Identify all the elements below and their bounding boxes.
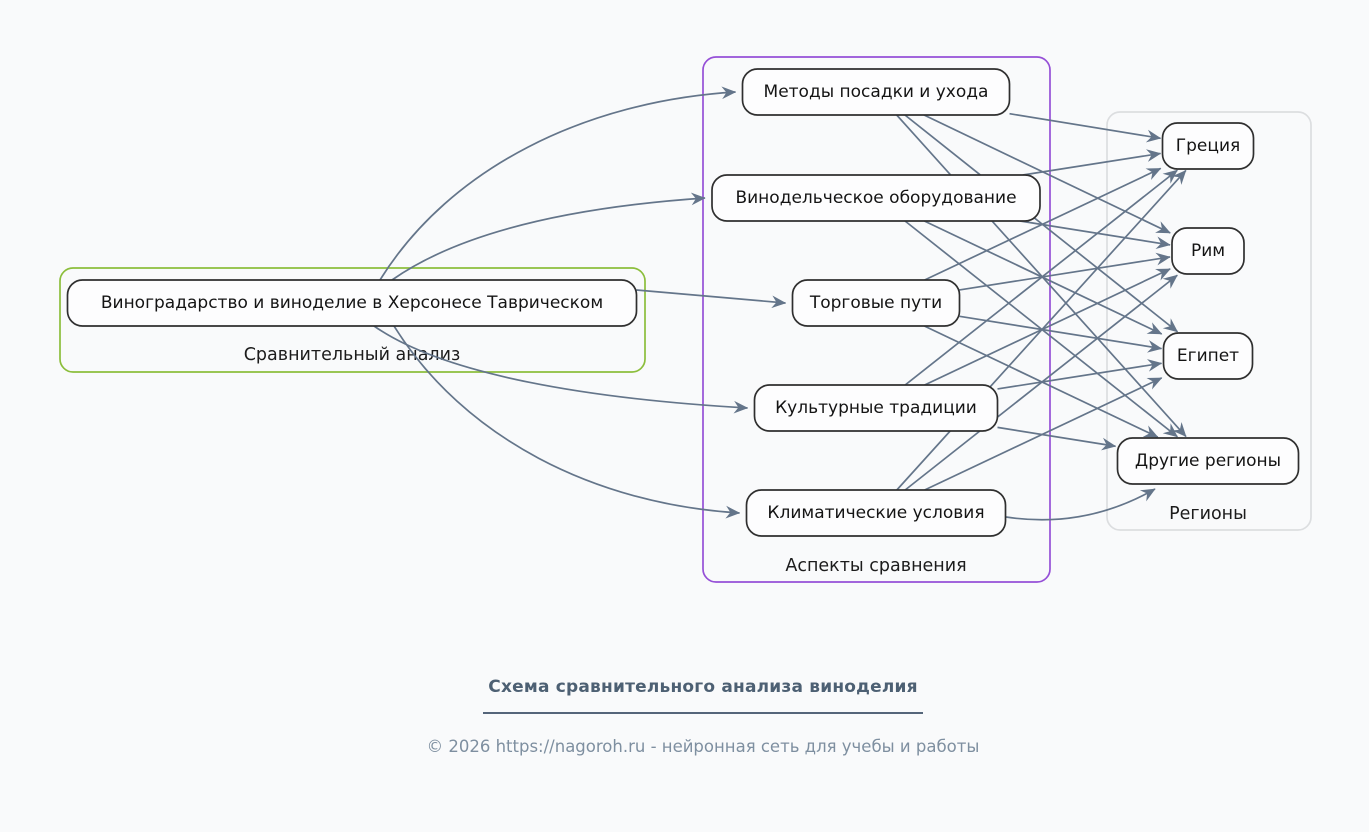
node-a5 bbox=[747, 490, 1006, 536]
footer-divider bbox=[483, 712, 923, 714]
edge-a3-r2 bbox=[960, 257, 1171, 290]
edge-a4-r3 bbox=[998, 363, 1162, 389]
node-a2-label: Винодельческое оборудование bbox=[735, 188, 1017, 208]
edge-a4-r4 bbox=[998, 427, 1116, 446]
node-a4 bbox=[755, 385, 998, 431]
footer-copyright: © 2026 https://nagoroh.ru - нейронная сеть для учебы и работы bbox=[426, 737, 980, 756]
node-a4-label: Культурные традиции bbox=[775, 398, 977, 418]
node-r4 bbox=[1118, 438, 1299, 484]
node-a3-label: Торговые пути bbox=[809, 293, 943, 313]
node-a1-label: Методы посадки и ухода bbox=[763, 82, 989, 102]
footer-title: Схема сравнительного анализа виноделия bbox=[488, 677, 918, 697]
edge-a1-r1 bbox=[1010, 114, 1161, 139]
node-main bbox=[68, 280, 637, 326]
nodes-layer bbox=[68, 69, 1299, 536]
edge-a2-r1 bbox=[1023, 153, 1161, 175]
edge-main-a1 bbox=[380, 92, 736, 280]
node-r3 bbox=[1164, 333, 1253, 379]
group-root-label: Сравнительный анализ bbox=[243, 345, 461, 365]
edge-main-a3 bbox=[637, 290, 786, 303]
node-a2 bbox=[712, 175, 1040, 221]
group-aspects-label: Аспекты сравнения bbox=[785, 556, 967, 576]
node-main-label: Виноградарство и виноделие в Херсонесе Таврическом bbox=[100, 293, 604, 313]
edge-a5-r4 bbox=[1006, 489, 1155, 520]
node-a3 bbox=[793, 280, 960, 326]
node-r2-label: Рим bbox=[1190, 241, 1226, 261]
group-regions-label: Регионы bbox=[1169, 504, 1247, 524]
node-r4-label: Другие регионы bbox=[1134, 451, 1282, 471]
edge-main-a4 bbox=[374, 326, 748, 408]
node-r1-label: Греция bbox=[1175, 136, 1241, 156]
node-r1 bbox=[1163, 123, 1254, 169]
node-r2 bbox=[1172, 228, 1244, 274]
node-r3-label: Египет bbox=[1176, 346, 1240, 366]
node-a1 bbox=[743, 69, 1010, 115]
node-a5-label: Климатические условия bbox=[767, 503, 985, 523]
